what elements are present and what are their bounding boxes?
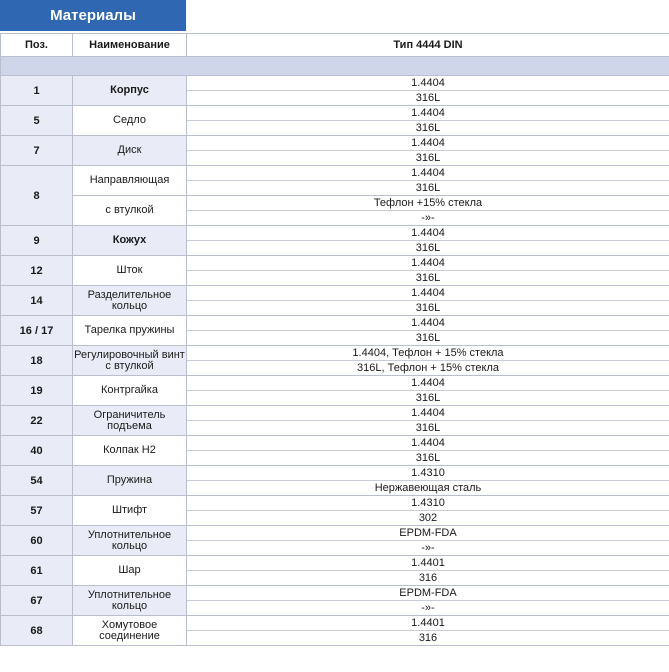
row-position: 67 xyxy=(1,586,73,616)
row-name: Разделительное кольцо xyxy=(73,286,187,316)
material-value: 316L xyxy=(187,450,669,465)
row-name: Ограничитель подъема xyxy=(73,406,187,436)
material-value: 1.4404 xyxy=(411,287,445,299)
material-value: 1.4404 xyxy=(411,377,445,389)
row-materials xyxy=(187,316,669,346)
material-value: 316L xyxy=(187,300,669,315)
material-value: 1.4310 xyxy=(411,497,445,509)
table-row xyxy=(1,466,669,496)
row-name: Седло xyxy=(73,106,187,136)
material-value: EPDM-FDA xyxy=(399,527,457,539)
row-position: 1 xyxy=(1,76,73,106)
table-row xyxy=(1,106,669,136)
material-value: 316L xyxy=(187,420,669,435)
row-name: Направляющая xyxy=(73,166,187,196)
row-position: 9 xyxy=(1,226,73,256)
material-value: 316L, Тефлон + 15% стекла xyxy=(187,360,669,375)
material-value: 1.4404 xyxy=(411,437,445,449)
row-materials xyxy=(187,286,669,316)
row-materials xyxy=(187,586,669,616)
material-value: 1.4404, Тефлон + 15% стекла xyxy=(352,347,504,359)
material-value: 1.4404 xyxy=(411,107,445,119)
row-position: 14 xyxy=(1,286,73,316)
row-name: Тарелка пружины xyxy=(73,316,187,346)
table-row xyxy=(1,376,669,406)
material-value: 1.4404 xyxy=(411,317,445,329)
material-value: -»- xyxy=(187,210,669,225)
row-name: Уплотнительное кольцо xyxy=(73,586,187,616)
row-name: Корпус xyxy=(73,76,187,106)
material-value: 316L xyxy=(187,330,669,345)
row-position: 40 xyxy=(1,436,73,466)
material-value: 1.4404 xyxy=(411,167,445,179)
row-materials xyxy=(187,106,669,136)
material-value: 316L xyxy=(187,150,669,165)
row-name: Штифт xyxy=(73,496,187,526)
material-value: -»- xyxy=(187,540,669,555)
material-value: 316L xyxy=(187,390,669,405)
material-value: 1.4404 xyxy=(411,137,445,149)
section-title: Материалы xyxy=(0,0,186,31)
table-row xyxy=(1,256,669,286)
row-position: 57 xyxy=(1,496,73,526)
table-row xyxy=(1,616,669,646)
row-materials xyxy=(187,346,669,376)
material-value: EPDM-FDA xyxy=(399,587,457,599)
material-value: 316L xyxy=(187,240,669,255)
table-header-row xyxy=(1,34,669,57)
material-value: 316L xyxy=(187,90,669,105)
table-row xyxy=(1,526,669,556)
material-value: 1.4401 xyxy=(411,557,445,569)
table-body xyxy=(1,57,669,646)
material-value: 316L xyxy=(187,120,669,135)
row-position: 68 xyxy=(1,616,73,646)
row-name: Пружина xyxy=(73,466,187,496)
row-name: Колпак Н2 xyxy=(73,436,187,466)
table-row xyxy=(1,436,669,466)
material-value: 1.4401 xyxy=(411,617,445,629)
material-value: 1.4404 xyxy=(411,257,445,269)
row-name: Шток xyxy=(73,256,187,286)
material-value: 316L xyxy=(187,180,669,195)
header-name: Наименование xyxy=(73,34,187,57)
row-materials xyxy=(187,376,669,406)
separator-cell xyxy=(1,57,669,76)
row-materials xyxy=(187,196,669,226)
material-value: 316L xyxy=(187,270,669,285)
row-name: Хомутовое соединение xyxy=(73,616,187,646)
table-row xyxy=(1,196,669,226)
header-pos: Поз. xyxy=(1,34,73,57)
row-name: Регулировочный винт с втулкой xyxy=(73,346,187,376)
row-position: 19 xyxy=(1,376,73,406)
material-value: 316 xyxy=(187,630,669,645)
row-position: 60 xyxy=(1,526,73,556)
row-name: Кожух xyxy=(73,226,187,256)
table-row xyxy=(1,76,669,106)
table-row xyxy=(1,556,669,586)
row-position: 8 xyxy=(1,166,73,226)
row-materials xyxy=(187,436,669,466)
row-name: Контргайка xyxy=(73,376,187,406)
table-row xyxy=(1,136,669,166)
row-materials xyxy=(187,466,669,496)
table-row xyxy=(1,496,669,526)
table-row xyxy=(1,586,669,616)
row-materials xyxy=(187,406,669,436)
row-name: с втулкой xyxy=(73,196,187,226)
row-materials xyxy=(187,76,669,106)
material-value: Нержавеющая сталь xyxy=(187,480,669,495)
row-position: 12 xyxy=(1,256,73,286)
material-value: 1.4404 xyxy=(411,407,445,419)
material-value: 316 xyxy=(187,570,669,585)
row-position: 61 xyxy=(1,556,73,586)
row-materials xyxy=(187,226,669,256)
row-materials xyxy=(187,616,669,646)
table-row xyxy=(1,166,669,196)
table-row xyxy=(1,406,669,436)
table-row xyxy=(1,226,669,256)
row-position: 22 xyxy=(1,406,73,436)
row-position: 7 xyxy=(1,136,73,166)
row-position: 18 xyxy=(1,346,73,376)
row-materials xyxy=(187,496,669,526)
row-materials xyxy=(187,526,669,556)
table-row xyxy=(1,346,669,376)
material-value: 1.4404 xyxy=(411,77,445,89)
row-materials xyxy=(187,556,669,586)
row-position: 5 xyxy=(1,106,73,136)
table-row xyxy=(1,316,669,346)
table-row xyxy=(1,286,669,316)
row-materials xyxy=(187,256,669,286)
row-materials xyxy=(187,166,669,196)
row-name: Шар xyxy=(73,556,187,586)
row-name: Уплотнительное кольцо xyxy=(73,526,187,556)
material-value: -»- xyxy=(187,600,669,615)
row-name: Диск xyxy=(73,136,187,166)
materials-table xyxy=(0,33,669,646)
row-position: 16 / 17 xyxy=(1,316,73,346)
header-type: Тип 4444 DIN xyxy=(187,34,669,57)
material-value: Тефлон +15% стекла xyxy=(373,197,483,209)
material-value: 302 xyxy=(187,510,669,525)
material-value: 1.4310 xyxy=(411,467,445,479)
row-materials xyxy=(187,136,669,166)
separator-row xyxy=(1,57,669,76)
row-position: 54 xyxy=(1,466,73,496)
material-value: 1.4404 xyxy=(411,227,445,239)
